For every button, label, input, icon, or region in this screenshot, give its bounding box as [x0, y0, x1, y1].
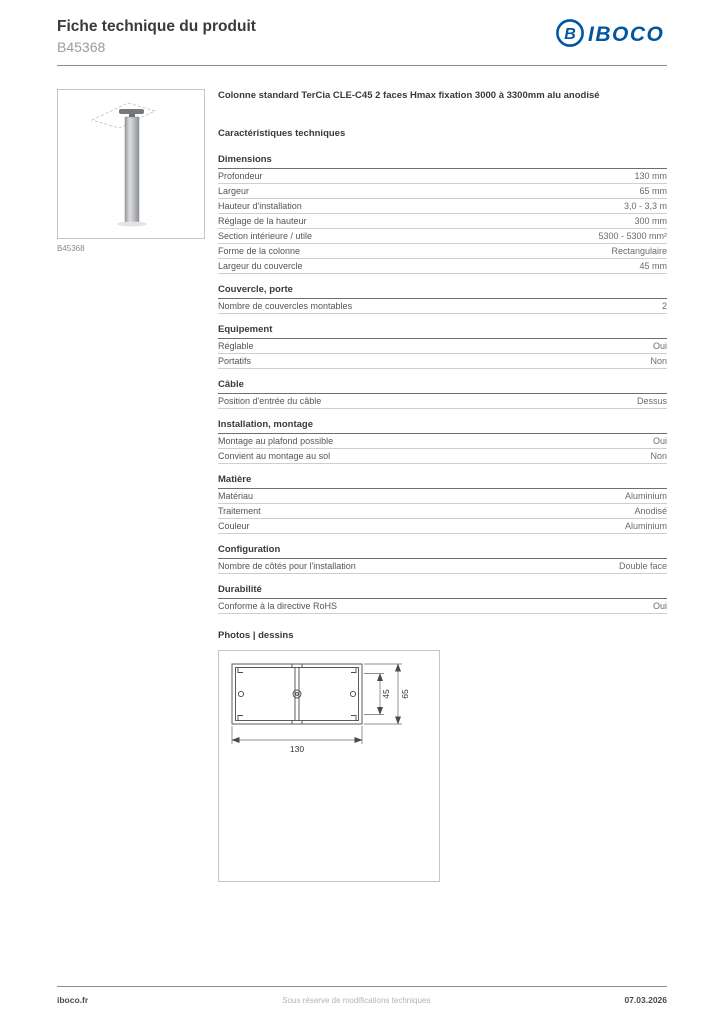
product-image-column	[57, 89, 205, 253]
spec-section-title: Dimensions	[218, 154, 667, 169]
spec-value: Double face	[618, 560, 667, 571]
page-title: Fiche technique du produit	[57, 18, 256, 35]
spec-section	[218, 584, 667, 614]
spec-value: Anodisé	[634, 505, 667, 516]
spec-value: Aluminium	[624, 490, 667, 501]
spec-value: Non	[650, 450, 667, 461]
cross-section-drawing	[224, 656, 434, 876]
spec-label: Position d'entrée du câble	[218, 395, 322, 406]
dim-cover-label: 45	[381, 689, 391, 699]
spec-section-title: Durabilité	[218, 584, 667, 599]
spec-label: Nombre de couvercles montables	[218, 300, 353, 311]
spec-label: Réglage de la hauteur	[218, 215, 307, 226]
spec-value: Aluminium	[624, 520, 667, 531]
footer-date: 07.03.2026	[624, 995, 667, 1005]
spec-section-title: Câble	[218, 379, 667, 394]
footer-website-link[interactable]: iboco.fr	[57, 995, 89, 1005]
header	[57, 18, 667, 66]
spec-value: 300 mm	[634, 215, 667, 226]
spec-value: Oui	[652, 340, 667, 351]
spec-value: 3,0 - 3,3 m	[623, 200, 667, 211]
spec-row	[218, 434, 667, 449]
spec-section-title: Installation, montage	[218, 419, 667, 434]
product-image	[57, 89, 205, 239]
spec-row	[218, 214, 667, 229]
spec-label: Largeur	[218, 185, 250, 196]
spec-row	[218, 244, 667, 259]
spec-row	[218, 184, 667, 199]
spec-row	[218, 229, 667, 244]
spec-row	[218, 354, 667, 369]
spec-label: Convient au montage au sol	[218, 450, 331, 461]
characteristics-heading: Caractéristiques techniques	[218, 128, 346, 139]
spec-label: Couleur	[218, 520, 250, 531]
spec-row	[218, 449, 667, 464]
spec-row	[218, 519, 667, 534]
spec-value: Rectangulaire	[611, 245, 667, 256]
logo-text: IBOCO	[588, 23, 665, 46]
spec-label: Largeur du couvercle	[218, 260, 303, 271]
spec-section-title: Matière	[218, 474, 667, 489]
spec-value: 130 mm	[634, 170, 667, 181]
spec-value: Oui	[652, 600, 667, 611]
spec-label: Traitement	[218, 505, 261, 516]
spec-row	[218, 199, 667, 214]
spec-value: Dessus	[636, 395, 667, 406]
logo-mark: B	[564, 26, 576, 43]
spec-value: 65 mm	[639, 185, 667, 196]
spec-row	[218, 394, 667, 409]
spec-row	[218, 504, 667, 519]
product-photo-illustration	[58, 90, 204, 238]
technical-drawing	[218, 650, 440, 882]
spec-section	[218, 544, 667, 574]
photos-heading: Photos | dessins	[218, 630, 294, 641]
spec-section	[218, 154, 667, 274]
spec-row	[218, 339, 667, 354]
spec-section-title: Couvercle, porte	[218, 284, 667, 299]
spec-label: Conforme à la directive RoHS	[218, 600, 338, 611]
spec-row	[218, 599, 667, 614]
main-content	[57, 66, 667, 986]
spec-row	[218, 259, 667, 274]
spec-value: 2	[661, 300, 667, 311]
header-titles	[57, 18, 256, 55]
spec-label: Portatifs	[218, 355, 252, 366]
iboco-logo	[555, 18, 667, 48]
spec-label: Section intérieure / utile	[218, 230, 313, 241]
spec-row	[218, 559, 667, 574]
spec-section	[218, 379, 667, 409]
spec-sections	[218, 154, 667, 614]
spec-section	[218, 324, 667, 369]
spec-label: Forme de la colonne	[218, 245, 301, 256]
dim-height-label: 65	[400, 689, 410, 699]
spec-value: 5300 - 5300 mm²	[598, 230, 667, 241]
spec-value: 45 mm	[639, 260, 667, 271]
spec-row	[218, 169, 667, 184]
spec-section-title: Configuration	[218, 544, 667, 559]
spec-value: Non	[650, 355, 667, 366]
spec-label: Montage au plafond possible	[218, 435, 334, 446]
spec-value: Oui	[652, 435, 667, 446]
product-title: Colonne standard TerCia CLE-C45 2 faces Hmax fixation 3000 à 3300mm alu anodisé	[218, 90, 600, 101]
spec-section	[218, 284, 667, 314]
spec-row	[218, 299, 667, 314]
spec-label: Hauteur d'installation	[218, 200, 302, 211]
iboco-logo-icon	[555, 18, 667, 48]
spec-label: Nombre de côtés pour l'installation	[218, 560, 356, 571]
spec-row	[218, 489, 667, 504]
spec-label: Réglable	[218, 340, 254, 351]
spec-column	[218, 89, 667, 882]
spec-label: Matériau	[218, 490, 254, 501]
product-image-caption: B45368	[57, 244, 85, 253]
spec-section	[218, 474, 667, 534]
spec-section-title: Equipement	[218, 324, 667, 339]
footer	[57, 986, 667, 1024]
footer-disclaimer: Sous réserve de modifications techniques	[282, 996, 431, 1005]
dim-width-label: 130	[289, 744, 305, 754]
spec-label: Profondeur	[218, 170, 263, 181]
product-code: B45368	[57, 39, 106, 55]
spec-section	[218, 419, 667, 464]
